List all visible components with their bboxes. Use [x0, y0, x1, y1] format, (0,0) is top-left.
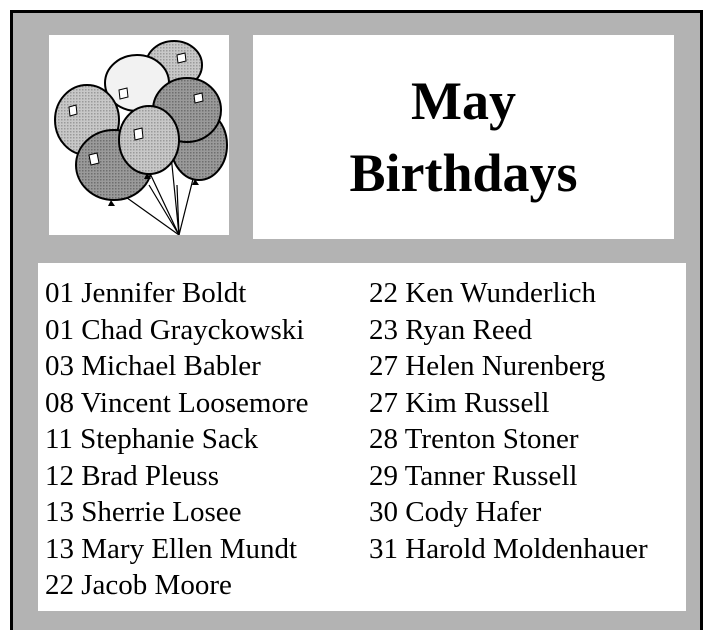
- list-item: 22 Ken Wunderlich: [369, 277, 597, 309]
- list-item: 30 Cody Hafer: [369, 496, 542, 528]
- list-item: 22 Jacob Moore: [45, 569, 232, 601]
- title-panel: [253, 35, 674, 239]
- list-item: 29 Tanner Russell: [369, 459, 578, 492]
- page-title-month: May: [411, 71, 516, 131]
- list-item: 31 Harold Moldenhauer: [369, 532, 648, 565]
- list-item: 28 Trenton Stoner: [369, 423, 579, 455]
- birthday-list-right-column: [369, 275, 648, 567]
- balloons-clipart-panel: [49, 35, 229, 235]
- list-item: 27 Helen Nurenberg: [369, 350, 606, 382]
- list-item: 08 Vincent Loosemore: [45, 386, 309, 419]
- list-item: 11 Stephanie Sack: [45, 423, 259, 455]
- birthday-list-panel: [38, 263, 686, 611]
- balloons-icon: [49, 35, 229, 235]
- list-item: 13 Sherrie Losee: [45, 496, 242, 528]
- list-item: 03 Michael Babler: [45, 350, 261, 382]
- list-item: 01 Chad Grayckowski: [45, 313, 305, 346]
- list-item: 23 Ryan Reed: [369, 313, 533, 346]
- list-item: 01 Jennifer Boldt: [45, 277, 247, 309]
- list-item: 27 Kim Russell: [369, 386, 550, 419]
- flyer-frame: [10, 10, 703, 630]
- page-title-subtitle: Birthdays: [349, 143, 578, 203]
- birthday-list-left-column: [45, 275, 309, 604]
- list-item: 12 Brad Pleuss: [45, 459, 219, 492]
- list-item: 13 Mary Ellen Mundt: [45, 532, 298, 565]
